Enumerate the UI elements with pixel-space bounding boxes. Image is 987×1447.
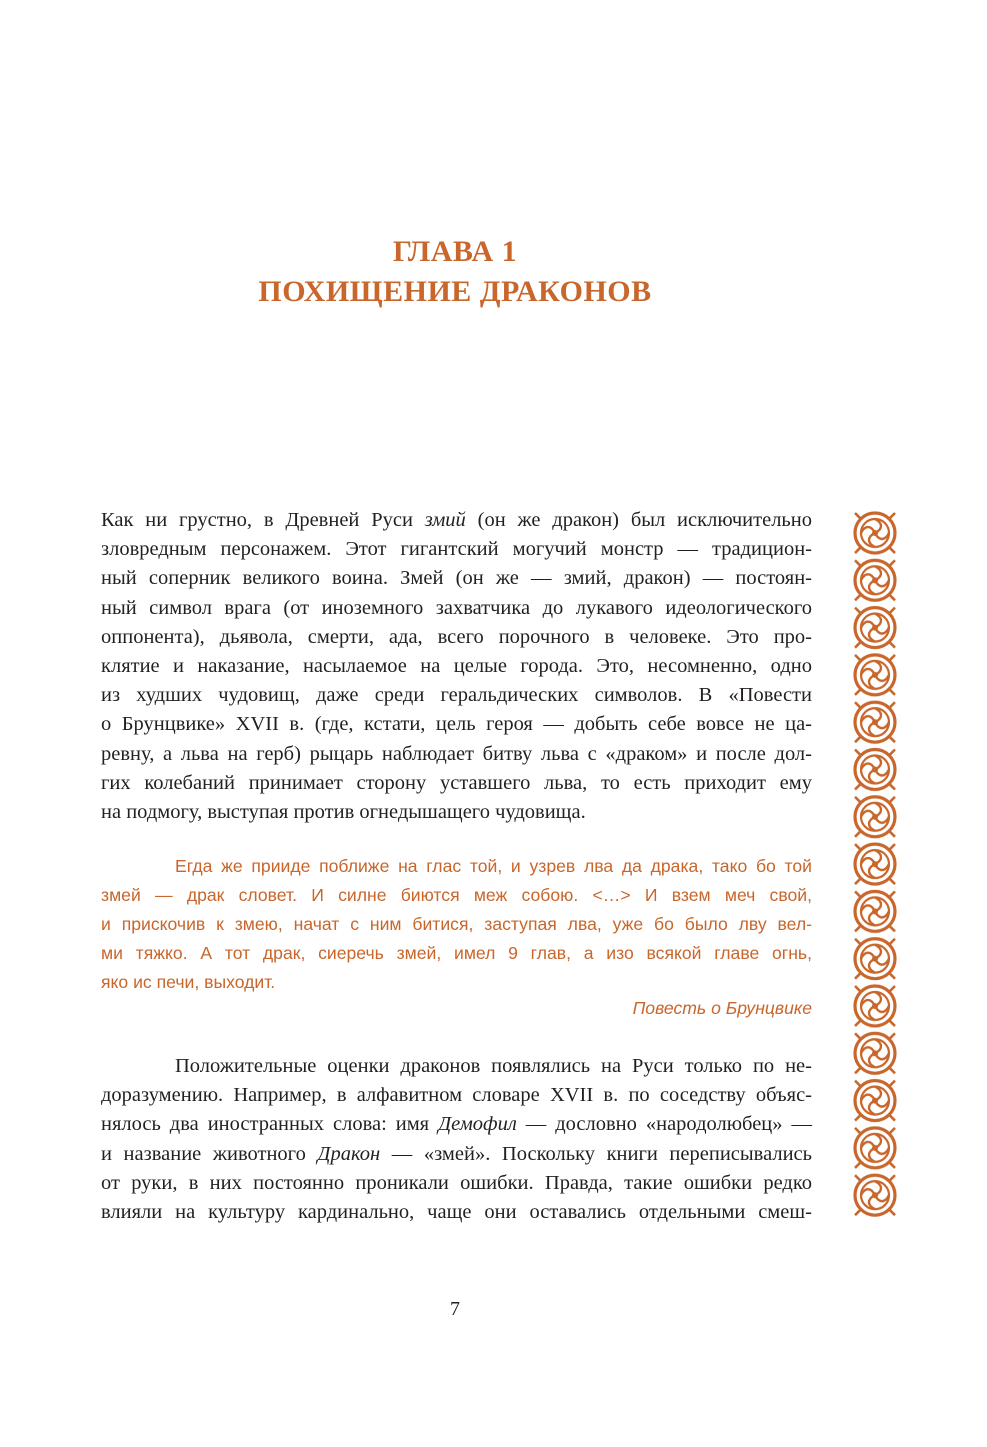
celtic-ornament-border-icon: [852, 510, 898, 1220]
quote-line: Егда же прииде поближе на глас той, и узрев лва да драка, тако бо той: [175, 856, 812, 876]
quote-line: и прискочив к змею, начат с ним битися, заступая лва, уже бо было лву вел-: [101, 914, 812, 934]
paragraph-1: [101, 506, 812, 827]
paragraph-line: ный соперник великого воина. Змей (он же — змий, дракон) — постоян-: [101, 567, 812, 590]
chapter-number: ГЛАВА 1: [392, 235, 518, 268]
quote-line: змей — драк словет. И силне биются меж собою. <…> И взем меч свой,: [101, 885, 812, 905]
chapter-heading: [0, 232, 910, 312]
paragraph-line: из худших чудовищ, даже среди геральдических символов. В «Повести: [101, 684, 812, 707]
paragraph-line: клятие и наказание, насылаемое на целые города. Это, несомненно, одно: [101, 655, 812, 678]
paragraph-line: влияли на культуру кардинально, чаще они оставались отдельными смеш-: [101, 1201, 812, 1224]
paragraph-line: от руки, в них постоянно проникали ошибки. Правда, такие ошибки редко: [101, 1171, 812, 1194]
paragraph-line: на подмогу, выступая против огнедышащего чудовища.: [101, 801, 586, 824]
chapter-title: ПОХИЩЕНИЕ ДРАКОНОВ: [258, 275, 652, 308]
paragraph-line: ревну, а льва на герб) рыцарь наблюдает битву льва с «драком» и после дол-: [101, 742, 812, 765]
paragraph-line: о Брунцвике» XVII в. (где, кстати, цель героя — добыть себе вовсе не ца-: [101, 713, 812, 736]
paragraph-line: и название животного Дракон — «змей». Поскольку книги переписывались: [101, 1142, 812, 1165]
quote-line: ми тяжко. А тот драк, сиеречь змей, имел 9 глав, а изо всякой главе огнь,: [101, 943, 812, 963]
quote-source: Повесть о Брунцвике: [632, 998, 812, 1018]
emphasis-demofil: Демофил: [438, 1113, 517, 1136]
paragraph-line: гих колебаний принимает сторону уставшего льва, то есть приходит ему: [101, 771, 812, 794]
paragraph-line: Как ни грустно, в Древней Руси змий (он же дракон) был исключительно: [101, 509, 812, 531]
paragraph-line: доразумению. Например, в алфавитном словаре XVII в. по соседству объяс-: [101, 1084, 812, 1107]
paragraph-line: оппонента), дьявола, смерти, ада, всего порочного в человеке. Это про-: [101, 625, 812, 648]
emphasis-drakon: Дракон: [317, 1142, 381, 1165]
paragraph-line: нялось два иностранных слова: имя Демофил — дословно «народолюбец» —: [101, 1113, 812, 1136]
paragraph-2: [101, 1052, 812, 1227]
emphasis-zmiy: змий: [424, 509, 466, 531]
quote-line: яко ис печи, выходит.: [101, 972, 276, 992]
paragraph-line: Положительные оценки драконов появлялись на Руси только по не-: [175, 1055, 812, 1077]
paragraph-line: ный символ врага (от иноземного захватчика до лукавого идеологического: [101, 596, 812, 619]
page-number: 7: [450, 1298, 460, 1320]
paragraph-line: зловредным персонажем. Этот гигантский могучий монстр — традицион-: [101, 538, 812, 561]
quotation-block: [101, 852, 812, 997]
